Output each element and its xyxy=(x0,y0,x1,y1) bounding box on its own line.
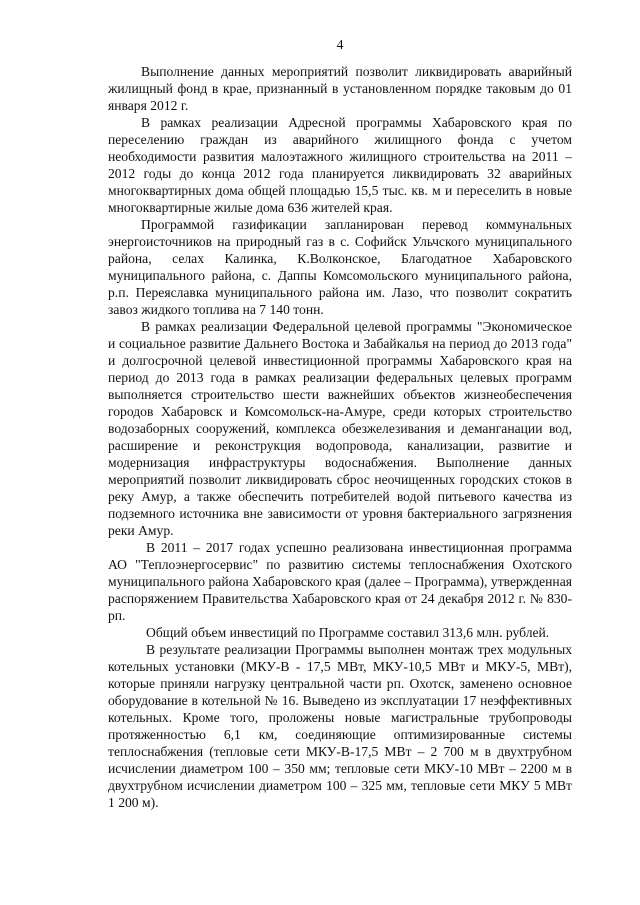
paragraph-emergency-housing: Выполнение данных мероприятий позволит ликвидировать аварийный жилищный фонд в крае, признанный в установленном порядке таковым до 01 января 2012 г. xyxy=(108,64,572,113)
paragraph-gasification: Программой газификации запланирован перевод коммунальных энергоисточников на природный газ в с. Софийск Ульчского муниципального района, селах Калинка, К.Волконское, Благодатное Хабаровского муниципального района, с. Даппы Комсомольского муниципального района, р.п. Переяславка муниципального района им. Лазо, что позволит сократить завоз жидкого топлива на 7 140 тонн. xyxy=(108,217,572,317)
paragraph-resettlement-program: В рамках реализации Адресной программы Хабаровского края по переселению граждан из аварийного жилищного фонда с учетом необходимости развития малоэтажного жилищного строительства на 2011 – 2012 годы до конца 2012 года планируется ликвидировать 32 аварийных многоквартирных дома общей площадью 15,5 тыс. кв. м и переселить в новые многоквартирные жилые дома 636 жителей края. xyxy=(108,115,572,215)
page-number: 4 xyxy=(336,37,344,52)
paragraph-investment-total: Общий объем инвестиций по Программе составил 313,6 млн. рублей. xyxy=(146,625,550,640)
paragraph-program-results: В результате реализации Программы выполнен монтаж трех модульных котельных установки (МКУ-В - 17,5 МВт, МКУ-10,5 МВт и МКУ-5, МВт), которые приняли нагрузку центральной части рп. Охотск, заменено основное оборудование в котельной № 16. Выведено из эксплуатации 17 неэффективных котельных. Кроме того, проложены новые магистральные трубопроводы протяженностью 6,1 км, соединяющие оптимизированные системы теплоснабжения (тепловые сети МКУ-В-17,5 МВт – 2 700 м в двухтрубном исчислении диаметром 100 – 350 мм; тепловые сети МКУ-10 МВт – 2200 м в двухтрубном исчислении диаметром 100 – 325 мм, тепловые сети МКУ 5 МВт 1 200 м). xyxy=(108,642,572,810)
paragraph-investment-program: В 2011 – 2017 годах успешно реализована инвестиционная программа АО "Теплоэнергосервис" по развитию системы теплоснабжения Охотского муниципального района Хабаровского края (далее – Программа), утвержденная распоряжением Правительства Хабаровского края от 24 декабря 2012 г. № 830-рп. xyxy=(108,540,572,623)
paragraph-federal-program: В рамках реализации Федеральной целевой программы "Экономическое и социальное развитие Дальнего Востока и Забайкалья на период до 2013 года" и долгосрочной целевой инвестиционной программы Хабаровского края на период до 2013 года в рамках реализации федеральных целевых программ выполняется строительство шести важнейших объектов жизнеобеспечения городов Хабаровск и Комсомольск-на-Амуре, среди которых строительство водозаборных сооружений, комплекса обезжелезивания и деманганации вод, расширение и реконструкция водопровода, канализации, развитие и модернизация инфраструктуры водоснабжения. Выполнение данных мероприятий позволит ликвидировать сброс неочищенных городских стоков в реку Амур, а также обеспечить потребителей водой питьевого качества из подземного источника вне зависимости от уровня бактериального загрязнения реки Амур. xyxy=(108,319,572,538)
